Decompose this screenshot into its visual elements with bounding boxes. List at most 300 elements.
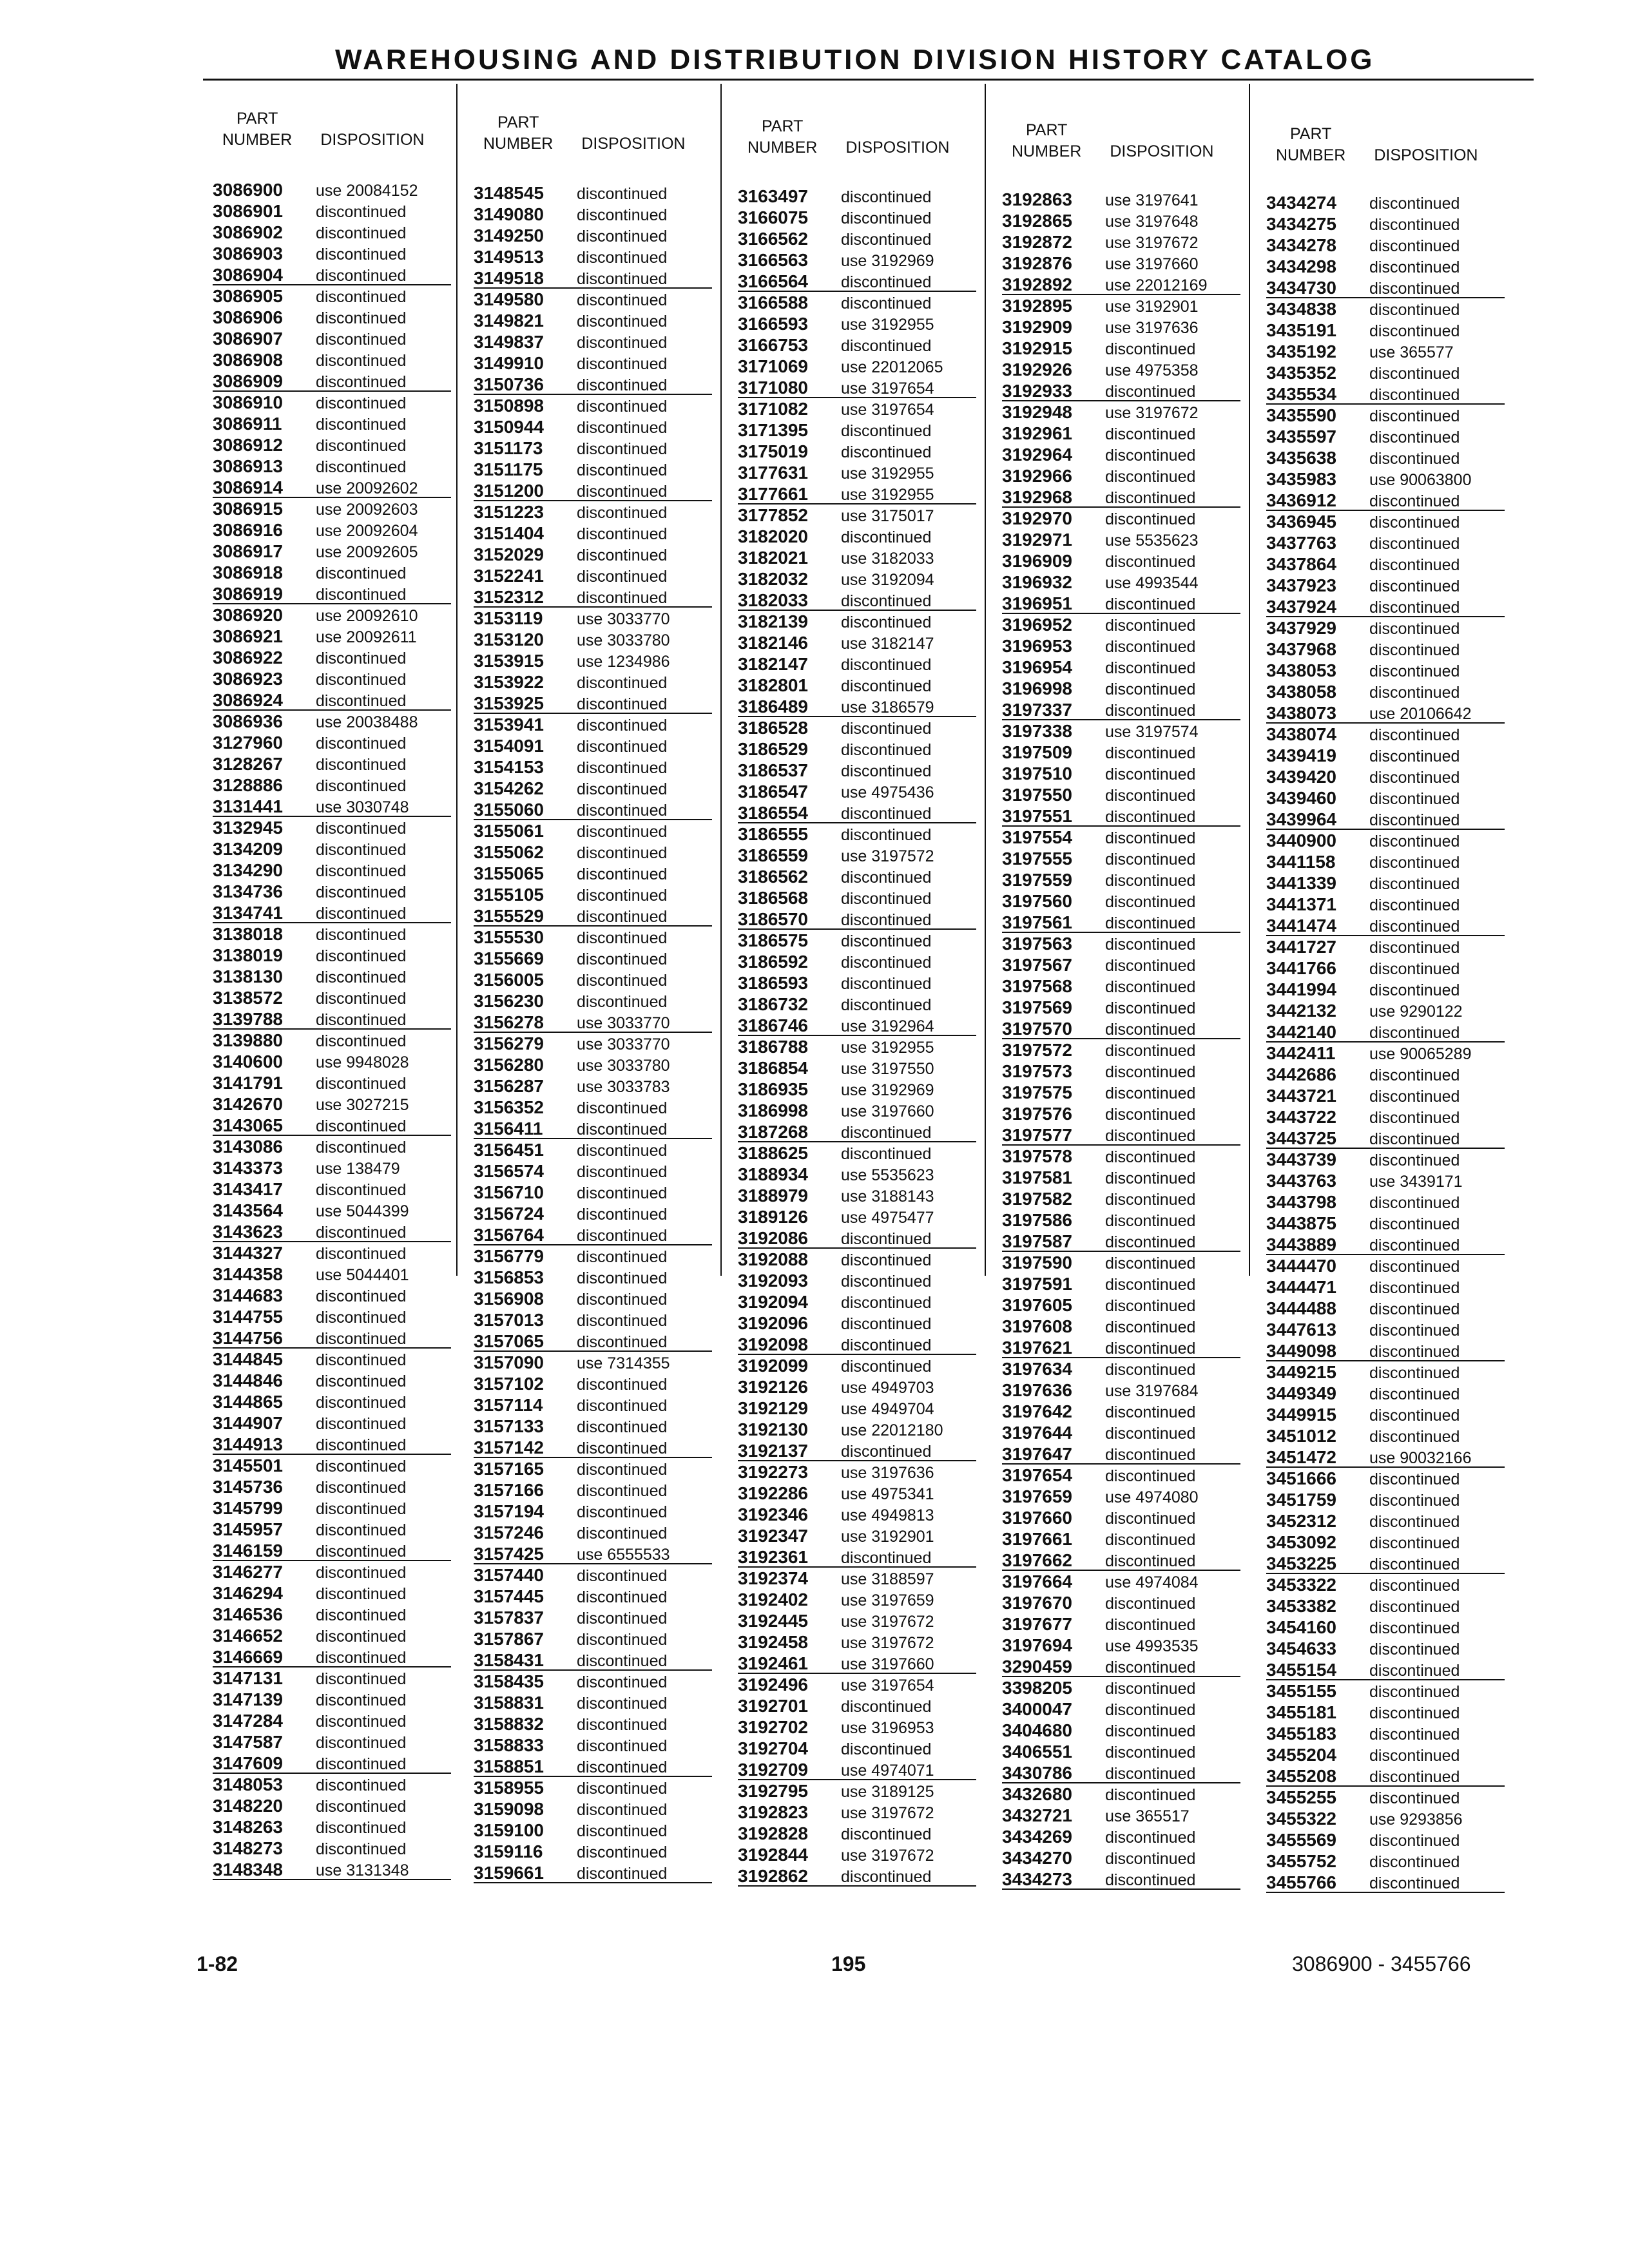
part-number: 3441339	[1266, 873, 1337, 893]
table-row	[213, 1646, 451, 1667]
table-row	[474, 1075, 712, 1097]
part-number: 3453225	[1266, 1553, 1337, 1573]
part-number: 3447613	[1266, 1320, 1337, 1340]
part-number: 3197573	[1002, 1061, 1073, 1081]
table-row	[1266, 1468, 1505, 1489]
disposition: discontinued	[1105, 957, 1196, 975]
disposition: discontinued	[1105, 1850, 1196, 1868]
table-row	[1266, 809, 1505, 830]
part-number: 3151404	[474, 523, 545, 543]
part-number: 3155061	[474, 821, 545, 841]
part-number: 3441994	[1266, 979, 1337, 999]
disposition: discontinued	[1369, 726, 1460, 744]
part-number: 3182139	[738, 611, 809, 631]
disposition: use 3197672	[841, 1634, 934, 1652]
catalog-column-2	[464, 84, 725, 1883]
table-row	[474, 778, 712, 799]
part-number: 3086902	[213, 222, 284, 242]
part-number: 3186593	[738, 973, 809, 993]
table-row	[1266, 1319, 1505, 1340]
table-row	[474, 246, 712, 267]
disposition: use 22012065	[841, 358, 943, 376]
part-number: 3192915	[1002, 338, 1073, 358]
disposition: use 3197672	[841, 1847, 934, 1865]
disposition: discontinued	[1369, 1321, 1460, 1340]
disposition: discontinued	[1105, 553, 1196, 571]
part-number: 3149910	[474, 353, 545, 373]
table-row	[738, 1738, 976, 1759]
disposition: discontinued	[841, 1336, 932, 1354]
part-number: 3406551	[1002, 1742, 1073, 1762]
table-row	[1266, 1595, 1505, 1617]
part-number: 3086923	[213, 669, 284, 689]
part-number: 3197660	[1002, 1508, 1073, 1528]
part-number: 3156724	[474, 1204, 545, 1224]
table-row	[474, 1479, 712, 1501]
table-row	[213, 1327, 451, 1349]
part-number: 3154091	[474, 736, 545, 756]
disposition: discontinued	[1369, 514, 1460, 532]
part-number: 3435983	[1266, 469, 1337, 489]
table-row	[738, 823, 976, 845]
disposition: discontinued	[1105, 1680, 1196, 1698]
disposition: use 3197636	[1105, 319, 1199, 337]
table-row	[1002, 784, 1240, 805]
part-number: 3086921	[213, 626, 284, 646]
disposition: discontinued	[577, 504, 668, 522]
table-row	[213, 1816, 451, 1838]
disposition: discontinued	[1105, 510, 1196, 528]
column-header	[747, 116, 949, 159]
part-number: 3455183	[1266, 1724, 1337, 1744]
part-number: 3156411	[474, 1119, 543, 1139]
table-row	[474, 1628, 712, 1649]
disposition: discontinued	[1369, 1088, 1460, 1106]
disposition: discontinued	[316, 1500, 407, 1518]
table-row	[738, 1121, 976, 1142]
part-number: 3177631	[738, 463, 809, 483]
disposition: discontinued	[841, 1294, 932, 1312]
disposition: discontinued	[316, 1139, 407, 1157]
table-row	[474, 1692, 712, 1713]
table-row	[738, 1695, 976, 1716]
table-row	[1002, 997, 1240, 1018]
disposition: discontinued	[1369, 960, 1460, 978]
table-row	[1266, 1829, 1505, 1850]
disposition: use 3175017	[841, 507, 934, 525]
part-number: 3086912	[213, 435, 284, 455]
table-row	[213, 923, 451, 945]
part-number: 3144907	[213, 1413, 284, 1433]
disposition: discontinued	[316, 1032, 407, 1050]
disposition: discontinued	[577, 1333, 668, 1351]
disposition: discontinued	[316, 1372, 407, 1390]
table-row	[1266, 1680, 1505, 1702]
table-row	[738, 568, 976, 590]
disposition: use 4993535	[1105, 1637, 1199, 1655]
part-number: 3192702	[738, 1717, 809, 1737]
part-number: 3166075	[738, 207, 809, 227]
table-row	[738, 1079, 976, 1100]
disposition: discontinued	[1105, 1254, 1196, 1273]
disposition: use 4949703	[841, 1379, 934, 1397]
disposition: use 3197550	[841, 1060, 934, 1078]
disposition: discontinued	[1369, 1407, 1460, 1425]
table-row	[213, 1391, 451, 1412]
disposition: discontinued	[577, 1397, 668, 1415]
table-row	[1266, 639, 1505, 660]
part-number: 3144358	[213, 1264, 284, 1284]
table-row	[1002, 1805, 1240, 1826]
part-number: 3156710	[474, 1182, 545, 1202]
disposition: discontinued	[316, 756, 407, 774]
table-row	[1002, 1656, 1240, 1677]
part-number: 3186489	[738, 697, 809, 716]
part-number: 3197337	[1002, 700, 1073, 720]
part-number: 3151175	[474, 459, 543, 479]
part-number: 3196909	[1002, 551, 1073, 571]
table-row	[738, 1568, 976, 1589]
part-number: 3434274	[1266, 193, 1337, 213]
footer-page-number: 195	[831, 1952, 866, 1975]
disposition: discontinued	[1105, 1765, 1196, 1783]
part-number: 3192709	[738, 1760, 809, 1780]
part-number: 3192862	[738, 1866, 809, 1886]
part-number: 3151173	[474, 438, 543, 458]
table-row	[738, 696, 976, 717]
part-number: 3192347	[738, 1526, 809, 1546]
part-number: 3192286	[738, 1483, 809, 1503]
part-number: 3155062	[474, 842, 545, 862]
part-number: 3127960	[213, 733, 284, 753]
table-row	[738, 653, 976, 675]
disposition: discontinued	[577, 1822, 668, 1840]
table-row	[1266, 915, 1505, 936]
table-row	[738, 526, 976, 547]
disposition: discontinued	[1105, 489, 1196, 507]
part-number: 3438053	[1266, 660, 1337, 680]
part-number: 3156352	[474, 1097, 545, 1117]
table-row	[1002, 1592, 1240, 1613]
disposition: discontinued	[577, 1248, 668, 1266]
part-number: 3153915	[474, 651, 545, 671]
disposition: discontinued	[1369, 1577, 1460, 1595]
table-row	[1266, 957, 1505, 979]
table-row	[738, 930, 976, 951]
part-number: 3441371	[1266, 894, 1337, 914]
part-number: 3156230	[474, 991, 545, 1011]
table-row	[1266, 1213, 1505, 1234]
part-number: 3192137	[738, 1441, 809, 1461]
disposition: discontinued	[316, 437, 407, 455]
part-number: 3443722	[1266, 1107, 1337, 1127]
table-row	[213, 945, 451, 966]
table-row	[474, 948, 712, 969]
disposition: discontinued	[1105, 468, 1196, 486]
part-number: 3141791	[213, 1073, 284, 1093]
table-row	[213, 732, 451, 753]
table-row	[213, 1859, 451, 1880]
part-header-line2: NUMBER	[483, 135, 554, 153]
table-row	[1002, 1188, 1240, 1209]
disposition: discontinued	[577, 1482, 668, 1500]
disposition: use 3182147	[841, 635, 934, 653]
part-number: 3197605	[1002, 1295, 1073, 1315]
table-row	[1266, 490, 1505, 511]
part-number: 3197590	[1002, 1253, 1073, 1273]
part-number: 3188934	[738, 1164, 809, 1184]
table-row	[1266, 1361, 1505, 1383]
table-row	[1002, 678, 1240, 699]
disposition: discontinued	[841, 932, 932, 950]
part-number: 3086911	[213, 414, 282, 434]
disposition: use 90032166	[1369, 1449, 1472, 1467]
part-number: 3153925	[474, 693, 545, 713]
part-number: 3435192	[1266, 341, 1337, 361]
part-number: 3156574	[474, 1161, 545, 1181]
column-header	[483, 112, 685, 155]
table-row	[213, 817, 451, 838]
disposition: discontinued	[1369, 1130, 1460, 1148]
disposition: discontinued	[316, 1564, 407, 1582]
disposition: discontinued	[316, 1819, 407, 1837]
table-row	[474, 1352, 712, 1373]
disposition: discontinued	[1369, 428, 1460, 447]
part-number: 3148220	[213, 1796, 284, 1816]
disposition: discontinued	[316, 1245, 407, 1263]
disposition: discontinued	[1369, 918, 1460, 936]
table-row	[738, 1057, 976, 1079]
part-number: 3177661	[738, 484, 809, 504]
disposition: discontinued	[316, 1670, 407, 1688]
disposition: use 3197574	[1105, 723, 1199, 741]
disposition-header: DISPOSITION	[845, 139, 950, 157]
table-row	[474, 1841, 712, 1862]
disposition: discontinued	[1369, 662, 1460, 680]
table-row	[1266, 1744, 1505, 1765]
disposition: discontinued	[1369, 1513, 1460, 1531]
table-row	[213, 1795, 451, 1816]
part-number: 3437924	[1266, 597, 1337, 617]
part-number: 3182021	[738, 548, 809, 568]
part-number: 3156280	[474, 1055, 545, 1075]
table-row	[1002, 1061, 1240, 1082]
disposition: discontinued	[577, 1801, 668, 1819]
part-number: 3138019	[213, 945, 284, 965]
table-row	[213, 1072, 451, 1093]
table-row	[474, 1267, 712, 1288]
disposition: discontinued	[1369, 492, 1460, 510]
table-row	[738, 1865, 976, 1887]
table-row	[738, 398, 976, 419]
table-row	[474, 1224, 712, 1245]
part-number: 3443763	[1266, 1171, 1337, 1191]
disposition: discontinued	[841, 422, 932, 440]
table-row	[738, 1546, 976, 1568]
part-number: 3182147	[738, 654, 809, 674]
disposition: discontinued	[577, 1716, 668, 1734]
part-number: 3455322	[1266, 1809, 1337, 1829]
table-row	[1002, 1720, 1240, 1741]
part-number: 3128886	[213, 775, 284, 795]
table-row	[1266, 1000, 1505, 1021]
disposition: discontinued	[1105, 1871, 1196, 1889]
part-number: 3149518	[474, 268, 545, 288]
table-row	[474, 437, 712, 459]
disposition: discontinued	[1105, 1297, 1196, 1315]
disposition: discontinued	[1105, 447, 1196, 465]
disposition: discontinued	[577, 929, 668, 947]
table-row	[1002, 1528, 1240, 1550]
catalog-rows	[1266, 192, 1505, 1893]
part-number: 3157090	[474, 1352, 545, 1372]
disposition: use 9948028	[316, 1053, 409, 1072]
table-row	[474, 1777, 712, 1798]
table-row	[1002, 338, 1240, 359]
part-number: 3186559	[738, 845, 809, 865]
disposition: discontinued	[577, 1163, 668, 1181]
disposition: discontinued	[1105, 340, 1196, 358]
part-number: 3192701	[738, 1696, 809, 1716]
table-row	[213, 307, 451, 328]
table-row	[213, 604, 451, 626]
table-row	[1002, 827, 1240, 848]
part-number: 3144865	[213, 1392, 284, 1412]
part-number: 3152029	[474, 544, 545, 564]
table-row	[1002, 359, 1240, 380]
table-row	[1002, 890, 1240, 912]
table-row	[213, 838, 451, 860]
part-number: 3453092	[1266, 1532, 1337, 1552]
table-row	[1266, 1723, 1505, 1744]
disposition: use 3196953	[841, 1719, 934, 1737]
disposition: discontinued	[1105, 787, 1196, 805]
disposition: use 22012180	[841, 1421, 943, 1439]
disposition: use 3439171	[1369, 1173, 1463, 1191]
part-number: 3192096	[738, 1313, 809, 1333]
part-number: 3186554	[738, 803, 809, 823]
disposition: discontinued	[1369, 1662, 1460, 1680]
disposition: discontinued	[577, 1758, 668, 1776]
disposition: discontinued	[577, 1567, 668, 1585]
part-number: 3192402	[738, 1590, 809, 1610]
part-number: 3196998	[1002, 678, 1073, 698]
disposition: use 3197572	[841, 847, 934, 865]
disposition: discontinued	[841, 762, 932, 780]
disposition: discontinued	[1369, 195, 1460, 213]
table-row	[474, 267, 712, 289]
disposition: discontinued	[316, 1479, 407, 1497]
table-row	[474, 1671, 712, 1692]
table-row	[213, 711, 451, 732]
disposition: discontinued	[1105, 1106, 1196, 1124]
part-number: 3197634	[1002, 1359, 1073, 1379]
disposition: use 3030748	[316, 798, 409, 816]
disposition: discontinued	[316, 777, 407, 795]
table-row	[738, 1504, 976, 1525]
part-number: 3434270	[1002, 1848, 1073, 1868]
part-number: 3086916	[213, 520, 284, 540]
table-row	[1266, 426, 1505, 447]
part-number: 3131441	[213, 796, 284, 816]
part-number: 3157165	[474, 1459, 545, 1479]
disposition: discontinued	[841, 528, 932, 546]
table-row	[1002, 1443, 1240, 1465]
disposition: use 3197660	[1105, 255, 1199, 273]
title-rule	[203, 79, 1534, 81]
disposition: discontinued	[1105, 872, 1196, 890]
part-number: 3182146	[738, 633, 809, 653]
part-number: 3442140	[1266, 1022, 1337, 1042]
part-number: 3177852	[738, 505, 809, 525]
table-row	[213, 1115, 451, 1136]
disposition: discontinued	[841, 443, 932, 461]
catalog-column-3	[728, 84, 989, 1886]
table-row	[1266, 745, 1505, 766]
table-row	[213, 179, 451, 200]
table-row	[1266, 1617, 1505, 1638]
disposition: discontinued	[316, 1691, 407, 1709]
table-row	[1266, 1510, 1505, 1532]
disposition: discontinued	[316, 1436, 407, 1454]
table-row	[1002, 572, 1240, 593]
part-number: 3192892	[1002, 274, 1073, 294]
disposition: discontinued	[1105, 1446, 1196, 1464]
part-number: 3157142	[474, 1437, 545, 1457]
part-number: 3455752	[1266, 1851, 1337, 1871]
part-number: 3139880	[213, 1030, 284, 1050]
table-row	[213, 626, 451, 647]
table-row	[213, 987, 451, 1008]
table-row	[474, 544, 712, 565]
disposition: use 3192901	[841, 1528, 934, 1546]
table-row	[474, 1756, 712, 1777]
disposition: discontinued	[577, 887, 668, 905]
table-row	[1266, 1043, 1505, 1064]
part-number: 3166563	[738, 250, 809, 270]
part-number: 3150944	[474, 417, 545, 437]
disposition: use 3188597	[841, 1570, 934, 1588]
table-row	[213, 1093, 451, 1115]
disposition: discontinued	[1369, 1555, 1460, 1573]
part-number: 3143086	[213, 1137, 284, 1157]
disposition: use 4975477	[841, 1209, 934, 1227]
disposition: discontinued	[1105, 1616, 1196, 1634]
disposition: use 3033770	[577, 1035, 670, 1053]
part-number: 3441766	[1266, 958, 1337, 978]
table-row	[1266, 1383, 1505, 1404]
disposition: use 20038488	[316, 713, 418, 731]
disposition: use 20092603	[316, 501, 418, 519]
table-row	[213, 1051, 451, 1072]
table-row	[1002, 848, 1240, 869]
part-number: 3432680	[1002, 1784, 1073, 1804]
part-number: 3146536	[213, 1604, 284, 1624]
table-row	[1002, 1401, 1240, 1422]
table-row	[213, 1242, 451, 1264]
part-number: 3434730	[1266, 278, 1337, 298]
disposition: use 4949813	[841, 1506, 934, 1524]
part-number: 3182032	[738, 569, 809, 589]
part-number: 3150736	[474, 374, 545, 394]
disposition: discontinued	[1369, 407, 1460, 425]
table-row	[1266, 894, 1505, 915]
table-row	[1002, 912, 1240, 933]
part-number: 3156451	[474, 1140, 545, 1160]
table-row	[738, 1312, 976, 1334]
table-row	[213, 200, 451, 222]
table-row	[738, 1419, 976, 1440]
